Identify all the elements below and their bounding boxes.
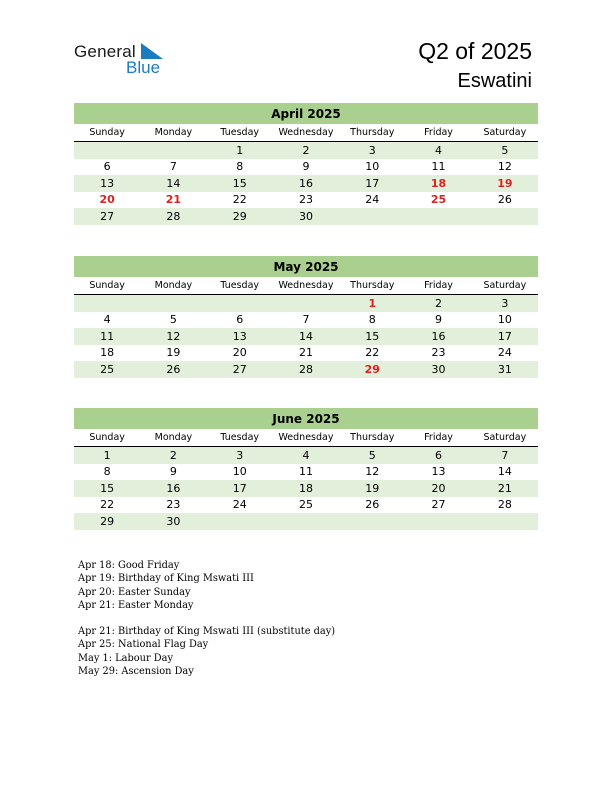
day-cell: 17 (339, 175, 405, 192)
day-cell: 3 (207, 447, 273, 464)
day-cell: 27 (74, 208, 140, 225)
weekday-label: Sunday (74, 429, 140, 447)
day-cell: 21 (298, 346, 313, 360)
day-cell: 8 (236, 160, 244, 174)
holiday-note: Apr 19: Birthday of King Mswati III (78, 573, 254, 585)
weekday-label: Monday (140, 429, 206, 447)
day-cell: 4 (103, 313, 111, 327)
calendar-grid (74, 124, 538, 225)
day-cell: 2 (273, 142, 339, 159)
calendar-grid (74, 277, 538, 378)
day-cell: 14 (497, 465, 512, 479)
day-cell (405, 208, 471, 225)
week-row (74, 159, 538, 176)
weekday-label: Monday (140, 277, 206, 295)
week-row (74, 312, 538, 329)
holiday-note: Apr 21: Easter Monday (78, 599, 194, 611)
day-cell: 25 (74, 361, 140, 378)
day-cell: 29 (74, 513, 140, 530)
day-cell: 21 (165, 193, 182, 207)
weekday-label: Saturday (472, 277, 538, 295)
day-cell: 12 (140, 328, 206, 345)
day-cell: 26 (365, 498, 380, 512)
weekday-header-row (74, 277, 538, 295)
day-cell: 23 (431, 346, 446, 360)
day-cell: 12 (365, 465, 380, 479)
holiday-note: Apr 21: Birthday of King Mswati III (substitute day) (78, 626, 336, 638)
week-row (74, 192, 538, 209)
logo-text-general: General (74, 42, 136, 61)
week-row (74, 175, 538, 192)
week-row (74, 513, 538, 530)
day-cell: 17 (472, 328, 538, 345)
holiday-note: May 1: Labour Day (78, 652, 174, 664)
day-cell: 22 (232, 193, 247, 207)
day-cell: 28 (273, 361, 339, 378)
day-cell: 18 (405, 175, 471, 192)
day-cell: 16 (273, 175, 339, 192)
day-cell: 25 (430, 193, 447, 207)
day-cell: 5 (339, 447, 405, 464)
day-cell: 27 (207, 361, 273, 378)
day-cell: 4 (273, 447, 339, 464)
day-cell: 30 (273, 208, 339, 225)
day-cell: 6 (103, 160, 111, 174)
week-row (74, 345, 538, 362)
day-cell: 31 (472, 361, 538, 378)
calendar-grid (74, 429, 538, 530)
holiday-note: Apr 25: National Flag Day (78, 639, 209, 651)
day-cell: 1 (74, 447, 140, 464)
page-title: Q2 of 2025 (418, 38, 532, 64)
day-cell: 13 (431, 465, 446, 479)
day-cell: 7 (169, 160, 177, 174)
day-cell: 1 (207, 142, 273, 159)
day-cell: 9 (435, 313, 443, 327)
week-row (74, 464, 538, 481)
day-cell: 26 (497, 193, 512, 207)
day-cell: 6 (405, 447, 471, 464)
day-cell: 19 (472, 175, 538, 192)
day-cell: 24 (365, 193, 380, 207)
day-cell: 13 (74, 175, 140, 192)
weekday-label: Wednesday (273, 429, 339, 447)
month-title: June 2025 (74, 408, 538, 429)
day-cell: 20 (232, 346, 247, 360)
day-cell: 10 (497, 313, 512, 327)
day-cell: 5 (472, 142, 538, 159)
week-row (74, 497, 538, 514)
day-cell: 16 (140, 480, 206, 497)
month-april (74, 103, 538, 225)
day-cell: 3 (339, 142, 405, 159)
day-cell: 20 (99, 193, 115, 207)
day-cell: 14 (273, 328, 339, 345)
day-cell: 23 (298, 193, 313, 207)
generalblue-logo (74, 42, 174, 78)
day-cell (273, 513, 339, 530)
day-cell: 19 (166, 346, 181, 360)
week-row (74, 361, 538, 378)
day-cell: 28 (497, 498, 512, 512)
day-cell: 26 (140, 361, 206, 378)
day-cell: 7 (472, 447, 538, 464)
day-cell: 29 (339, 361, 405, 378)
weekday-label: Saturday (472, 429, 538, 447)
notes-spacer (78, 612, 335, 625)
month-title: April 2025 (74, 103, 538, 124)
day-cell (140, 142, 206, 159)
day-cell: 21 (472, 480, 538, 497)
month-title: May 2025 (74, 256, 538, 277)
day-cell: 30 (405, 361, 471, 378)
weekday-label: Tuesday (207, 277, 273, 295)
weekday-label: Wednesday (273, 277, 339, 295)
weekday-label: Monday (140, 124, 206, 142)
day-cell (405, 513, 471, 530)
day-cell: 11 (74, 328, 140, 345)
day-cell: 28 (140, 208, 206, 225)
day-cell: 4 (405, 142, 471, 159)
holiday-note: Apr 20: Easter Sunday (78, 586, 191, 598)
day-cell: 15 (339, 328, 405, 345)
day-cell: 2 (405, 295, 471, 312)
weekday-label: Friday (405, 429, 471, 447)
day-cell: 8 (103, 465, 111, 479)
day-cell: 19 (339, 480, 405, 497)
day-cell: 7 (302, 313, 310, 327)
weekday-label: Saturday (472, 124, 538, 142)
day-cell: 11 (431, 160, 446, 174)
holiday-note: May 29: Ascension Day (78, 666, 194, 678)
day-cell (140, 295, 206, 312)
day-cell: 16 (405, 328, 471, 345)
day-cell: 20 (405, 480, 471, 497)
day-cell: 23 (166, 498, 181, 512)
weekday-header-row (74, 429, 538, 447)
day-cell: 10 (365, 160, 380, 174)
day-cell: 11 (298, 465, 313, 479)
day-cell: 9 (169, 465, 177, 479)
day-cell: 22 (365, 346, 380, 360)
day-cell: 10 (232, 465, 247, 479)
day-cell (207, 513, 273, 530)
weekday-label: Tuesday (207, 429, 273, 447)
country-name: Eswatini (457, 70, 532, 92)
day-cell: 18 (100, 346, 115, 360)
day-cell: 30 (140, 513, 206, 530)
weekday-label: Tuesday (207, 124, 273, 142)
day-cell (339, 513, 405, 530)
day-cell: 18 (273, 480, 339, 497)
day-cell: 17 (207, 480, 273, 497)
day-cell: 24 (497, 346, 512, 360)
month-may (74, 256, 538, 378)
weekday-label: Friday (405, 277, 471, 295)
day-cell (74, 295, 140, 312)
weekday-label: Wednesday (273, 124, 339, 142)
week-row (74, 142, 538, 159)
day-cell: 24 (232, 498, 247, 512)
day-cell: 15 (74, 480, 140, 497)
weekday-label: Thursday (339, 429, 405, 447)
weekday-label: Sunday (74, 277, 140, 295)
week-row (74, 208, 538, 225)
day-cell: 1 (339, 295, 405, 312)
logo-text-blue: Blue (126, 58, 161, 77)
weekday-label: Thursday (339, 124, 405, 142)
day-cell: 2 (140, 447, 206, 464)
day-cell: 27 (431, 498, 446, 512)
week-row (74, 295, 538, 312)
weekday-header-row (74, 124, 538, 142)
day-cell (339, 208, 405, 225)
day-cell: 12 (497, 160, 512, 174)
day-cell: 14 (140, 175, 206, 192)
day-cell (74, 142, 140, 159)
logo-triangle-icon (141, 43, 163, 59)
week-row (74, 328, 538, 345)
day-cell: 8 (368, 313, 376, 327)
day-cell: 15 (207, 175, 273, 192)
day-cell: 3 (472, 295, 538, 312)
day-cell (273, 295, 339, 312)
day-cell: 5 (169, 313, 177, 327)
weekday-label: Thursday (339, 277, 405, 295)
day-cell: 9 (302, 160, 310, 174)
day-cell (472, 513, 538, 530)
day-cell (472, 208, 538, 225)
weekday-label: Sunday (74, 124, 140, 142)
week-row (74, 480, 538, 497)
day-cell: 6 (236, 313, 244, 327)
day-cell: 25 (298, 498, 313, 512)
holiday-notes (78, 559, 335, 678)
holiday-note: Apr 18: Good Friday (78, 560, 180, 571)
day-cell: 22 (100, 498, 115, 512)
day-cell (207, 295, 273, 312)
week-row (74, 447, 538, 464)
weekday-label: Friday (405, 124, 471, 142)
month-june (74, 408, 538, 530)
day-cell: 13 (207, 328, 273, 345)
day-cell: 29 (207, 208, 273, 225)
